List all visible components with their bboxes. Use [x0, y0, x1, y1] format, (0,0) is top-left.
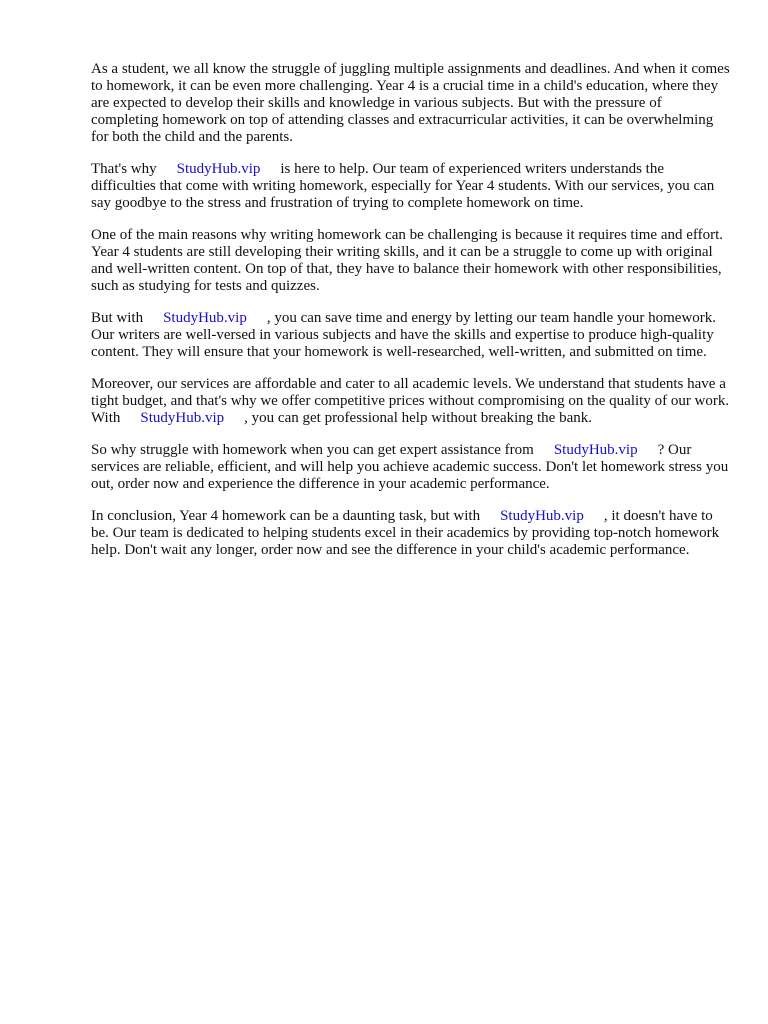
paragraph-text-after: , it doesn't have to be. Our team is dedicated to helping students excel in their academics by providing top-notch homework help. Don't wait any longer, order now and see the difference in your child's academic performance. — [91, 508, 720, 558]
paragraph-text-before: Moreover, our services are affordable and cater to all academic levels. We understand that students have a tight budget, and that's why we offer competitive prices without compromising on the quality of our work. With — [91, 376, 730, 426]
paragraph-intro — [91, 61, 731, 146]
paragraph-text-before: That's why — [91, 161, 157, 177]
studyhub-link[interactable]: StudyHub.vip — [176, 161, 261, 177]
paragraph-text-before: So why struggle with homework when you can get expert assistance from — [91, 442, 534, 458]
paragraph-text: As a student, we all know the struggle of juggling multiple assignments and deadlines. And when it comes to homework, it can be even more challenging. Year 4 is a crucial time in a child's education, where they are expected to develop their skills and knowledge in various subjects. But with the pressure of completing homework on top of attending classes and extracurricular activities, it can be overwhelming for both the child and the parents. — [91, 61, 730, 145]
paragraph-text-after: , you can get professional help without breaking the bank. — [244, 410, 592, 426]
paragraph-thats-why — [91, 161, 731, 212]
paragraph-but-with — [91, 310, 731, 361]
document-body — [91, 61, 731, 574]
paragraph-conclusion — [91, 508, 731, 559]
studyhub-link[interactable]: StudyHub.vip — [500, 508, 584, 524]
paragraph-text-after: is here to help. Our team of experienced writers understands the difficulties that come with writing homework, especially for Year 4 students. With our services, you can say goodbye to the stress and frustration of trying to complete homework on time. — [91, 161, 715, 211]
paragraph-so-why — [91, 442, 731, 493]
studyhub-link[interactable]: StudyHub.vip — [553, 442, 638, 458]
studyhub-link[interactable]: StudyHub.vip — [140, 410, 225, 426]
studyhub-link[interactable]: StudyHub.vip — [163, 310, 247, 326]
paragraph-reasons — [91, 227, 731, 295]
paragraph-moreover — [91, 376, 731, 427]
paragraph-text: One of the main reasons why writing homework can be challenging is because it requires time and effort. Year 4 students are still developing their writing skills, and it can be a struggle to come up with original and well-written content. On top of that, they have to balance their homework with other responsibilities, such as studying for tests and quizzes. — [91, 227, 724, 294]
paragraph-text-before: But with — [91, 310, 144, 326]
paragraph-text-before: In conclusion, Year 4 homework can be a daunting task, but with — [91, 508, 481, 524]
paragraph-text-after: ? Our services are reliable, efficient, and will help you achieve academic success. Don't let homework stress you out, order now and experience the difference in your academic performance. — [91, 442, 729, 492]
paragraph-text-after: , you can save time and energy by letting our team handle your homework. Our writers are well-versed in various subjects and have the skills and expertise to produce high-quality content. They will ensure that your homework is well-researched, well-written, and submitted on time. — [91, 310, 717, 360]
